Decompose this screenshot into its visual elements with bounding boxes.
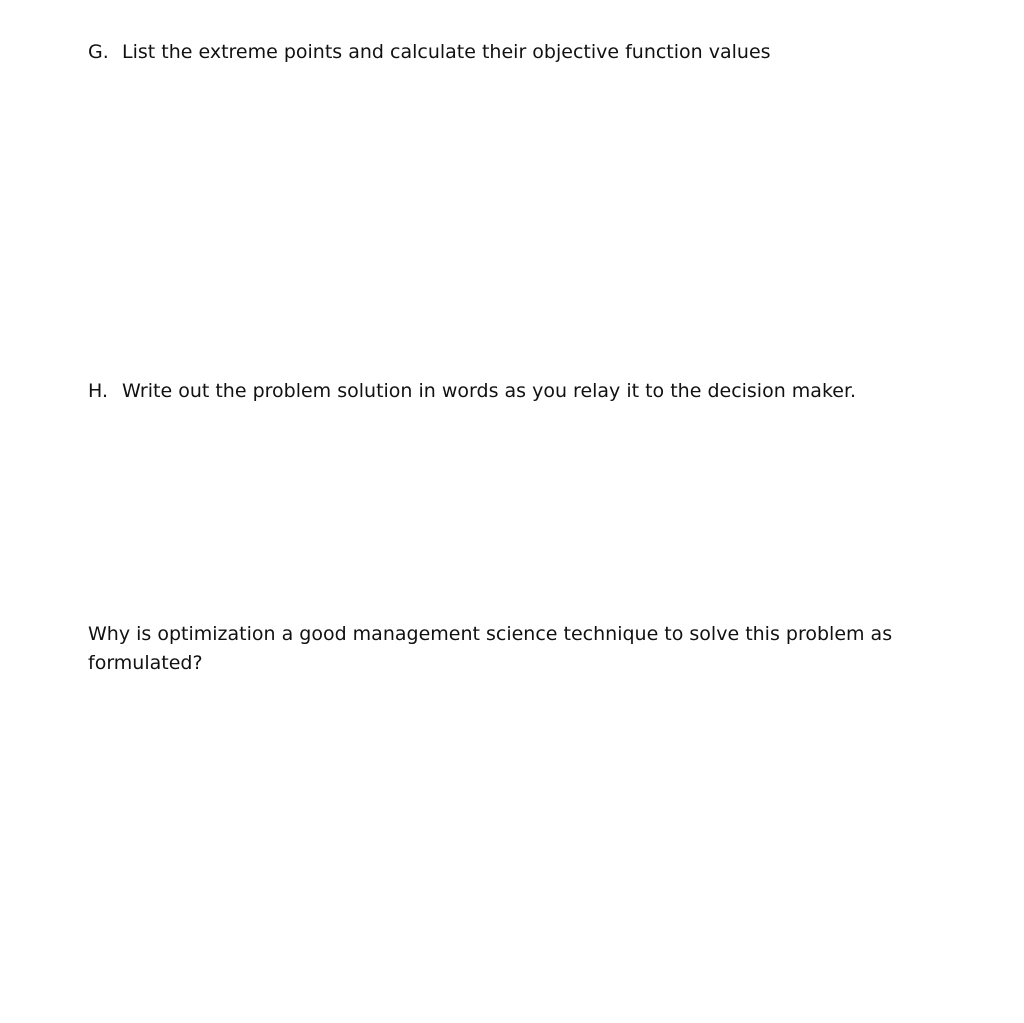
question-h-letter: H. — [88, 380, 108, 402]
closing-question-line-2: formulated? — [88, 652, 203, 674]
closing-question — [88, 620, 948, 678]
question-g — [88, 38, 771, 67]
question-g-text: List the extreme points and calculate their objective function values — [122, 41, 771, 63]
question-g-letter: G. — [88, 41, 109, 63]
question-h — [88, 377, 856, 406]
closing-question-line-1: Why is optimization a good management science technique to solve this problem as — [88, 623, 893, 645]
question-h-text: Write out the problem solution in words as you relay it to the decision maker. — [122, 380, 857, 402]
